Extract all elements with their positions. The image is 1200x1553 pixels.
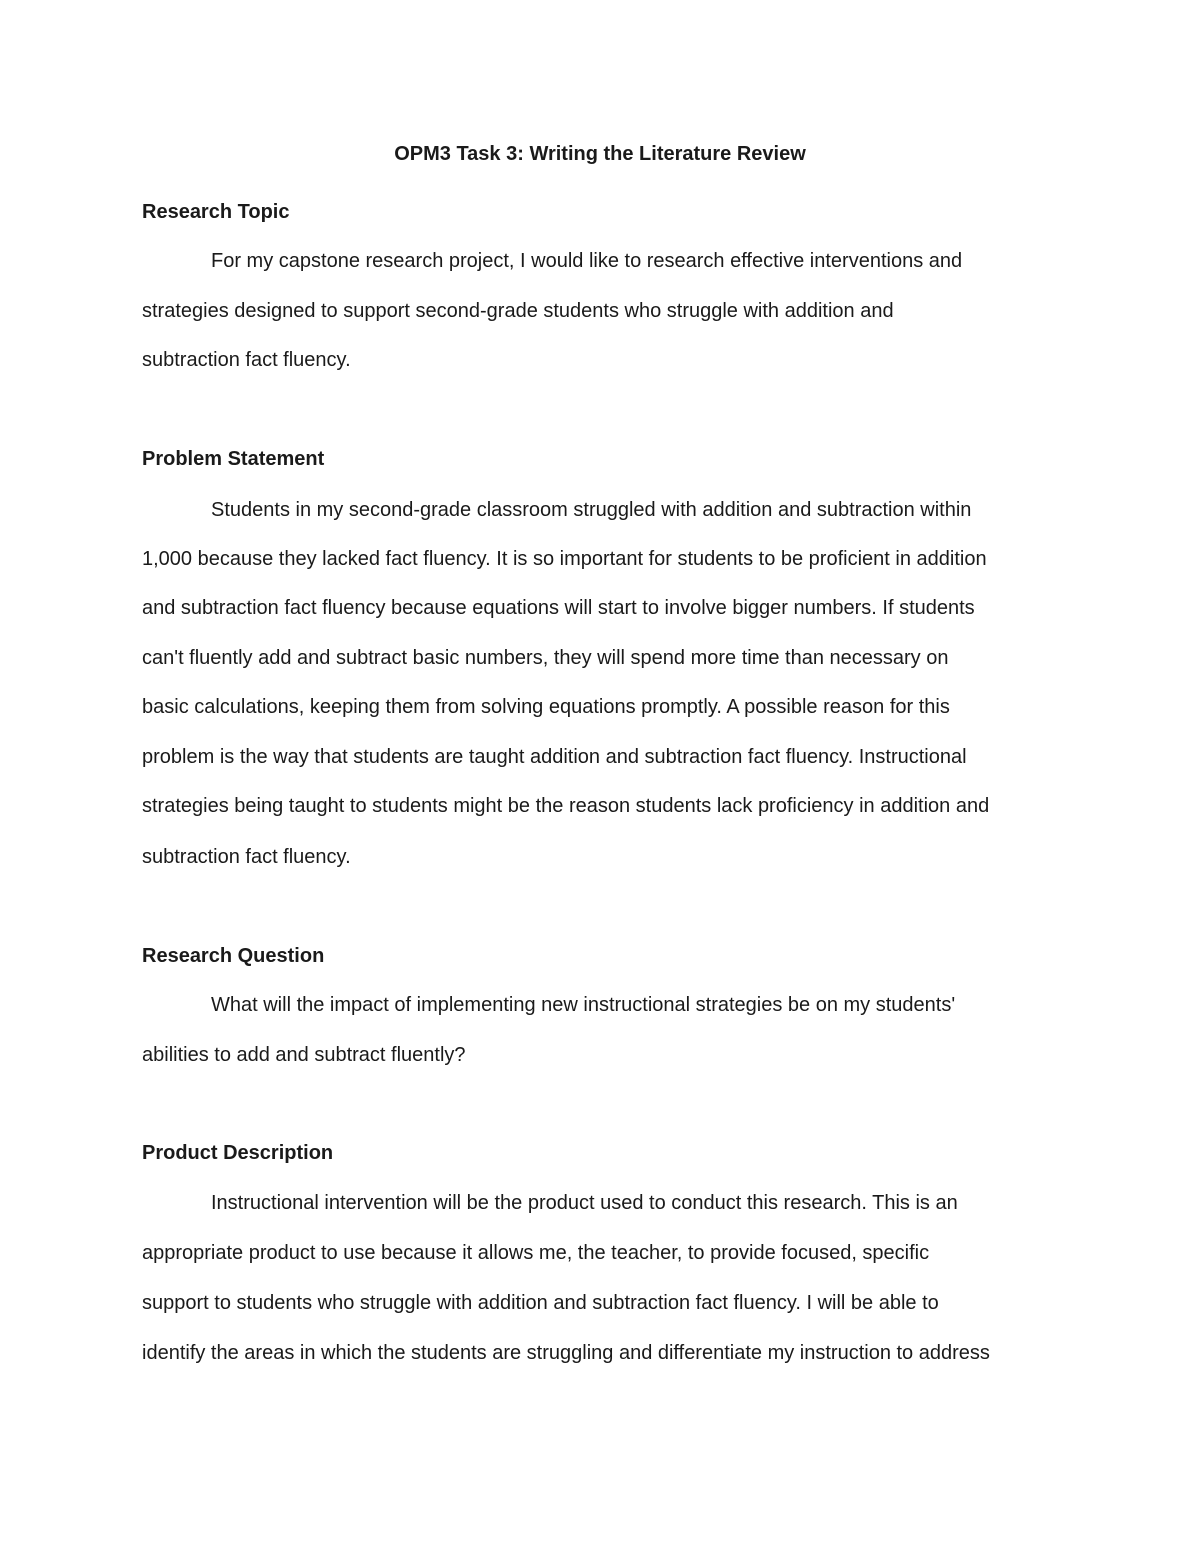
section-heading-research-question: Research Question bbox=[142, 945, 325, 967]
paragraph-line: Instructional intervention will be the product used to conduct this research. This is an bbox=[211, 1192, 958, 1214]
paragraph-line: appropriate product to use because it allows me, the teacher, to provide focused, specific bbox=[142, 1242, 930, 1264]
document-title: OPM3 Task 3: Writing the Literature Review bbox=[394, 143, 806, 165]
paragraph-line: strategies being taught to students might be the reason students lack proficiency in addition and bbox=[142, 795, 990, 817]
paragraph-line: subtraction fact fluency. bbox=[142, 349, 351, 371]
paragraph-line: subtraction fact fluency. bbox=[142, 846, 351, 868]
paragraph-line: Students in my second-grade classroom struggled with addition and subtraction within bbox=[211, 499, 972, 521]
paragraph-line: can't fluently add and subtract basic numbers, they will spend more time than necessary on bbox=[142, 647, 949, 669]
paragraph-line: abilities to add and subtract fluently? bbox=[142, 1044, 466, 1066]
paragraph-line: 1,000 because they lacked fact fluency. It is so important for students to be proficient in addition bbox=[142, 548, 987, 570]
paragraph-line: and subtraction fact fluency because equations will start to involve bigger numbers. If students bbox=[142, 597, 975, 619]
paragraph-line: basic calculations, keeping them from solving equations promptly. A possible reason for this bbox=[142, 696, 950, 718]
paragraph-line: identify the areas in which the students are struggling and differentiate my instruction to address bbox=[142, 1342, 990, 1364]
section-heading-problem-statement: Problem Statement bbox=[142, 448, 325, 470]
paragraph-line: support to students who struggle with addition and subtraction fact fluency. I will be able to bbox=[142, 1292, 939, 1314]
paragraph-line: strategies designed to support second-grade students who struggle with addition and bbox=[142, 300, 894, 322]
paragraph-line: For my capstone research project, I would like to research effective interventions and bbox=[211, 250, 963, 272]
paragraph-line: What will the impact of implementing new instructional strategies be on my students' bbox=[211, 994, 956, 1016]
section-heading-research-topic: Research Topic bbox=[142, 201, 290, 223]
paragraph-line: problem is the way that students are taught addition and subtraction fact fluency. Instructional bbox=[142, 746, 967, 768]
section-heading-product-description: Product Description bbox=[142, 1142, 334, 1164]
